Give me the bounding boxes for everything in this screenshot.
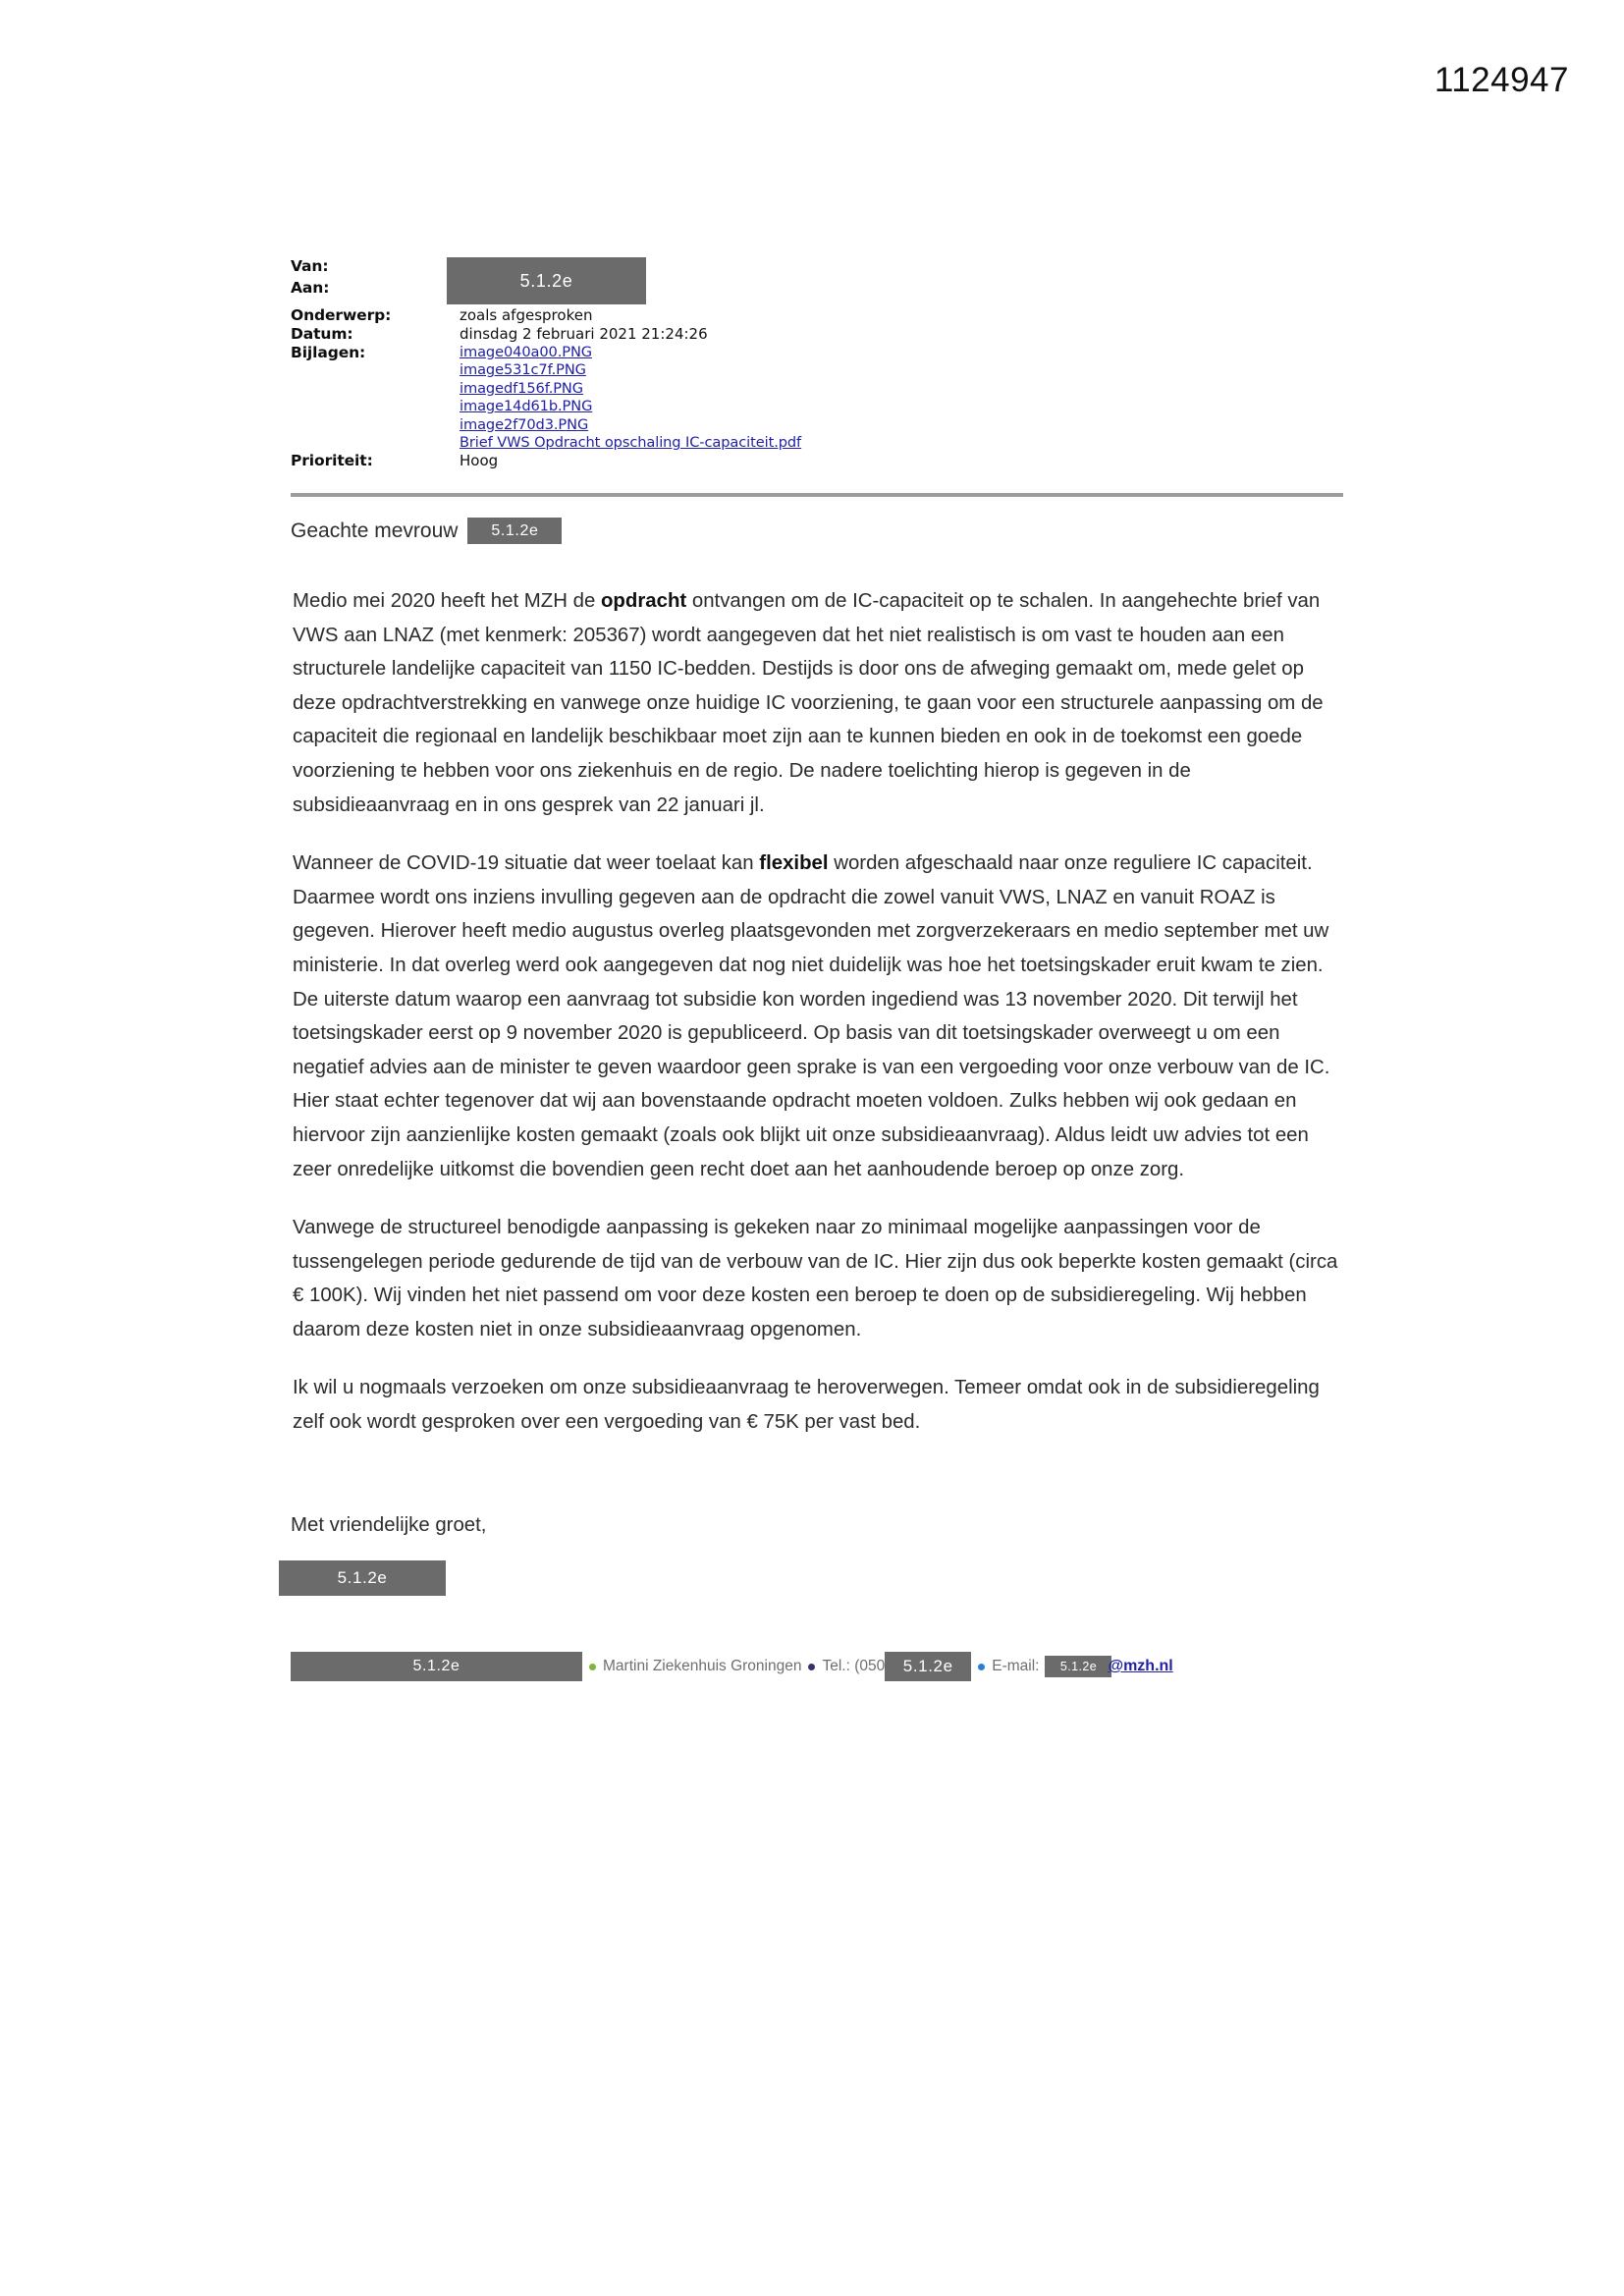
redaction-box-sender: 5.1.2e [447,257,646,304]
paragraph-2-text-a: Wanneer de COVID-19 situatie dat weer toelaat kan [293,852,760,875]
header-label-van: Van: [291,257,329,275]
bullet-separator-icon [978,1664,985,1670]
header-label-bijlagen: Bijlagen: [291,344,366,361]
paragraph-1-emphasis: opdracht [600,590,687,612]
paragraph-1-text-b: ontvangen om de IC-capaciteit op te schalen. In aangehechte brief van VWS aan LNAZ (met kenmerk: 205367) wordt aangegeven dat het niet realistisch is om vast te houden aan een structurele landelijke capaciteit van 1150 IC-bedden. Destijds is door ons de afweging gemaakt om, mede gelet op deze opdrachtverstrekking en vanwege onze huidige IC voorziening, te gaan voor een structurele aanpassing om de capaciteit die regionaal en landelijk beschikbaar moet zijn aan te kunnen bieden en ook in de toekomst een goede voorziening te hebben voor ons ziekenhuis en de regio. De nadere toelichting hierop is gegeven in de subsidieaanvraag en in ons gesprek van 22 januari jl. [293,590,1324,816]
redaction-box-email: 5.1.2e [1045,1656,1111,1677]
paragraph-2-text-b: worden afgeschaald naar onze reguliere IC capaciteit. Daarmee wordt ons inziens invulling gegeven aan de opdracht die zowel vanuit VWS, LNAZ en vanuit ROAZ is gegeven. Hierover heeft medio augustus overleg plaatsgevonden met zorgverzekeraars en medio september met uw ministerie. In dat overleg werd ook aangegeven dat nog niet duidelijk was hoe het toetsingskader eruit kwam te zien. De uiterste datum waarop een aanvraag tot subsidie kon worden ingediend was 13 november 2020. Dit terwijl het toetsingskader eerst op 9 november 2020 is gepubliceerd. Op basis van dit toetsingskader overweegt u om een negatief advies aan de minister te geven waardoor geen sprake is van een vergoeding voor onze verbouw van de IC. Hier staat echter tegenover dat wij aan bovenstaande opdracht moeten voldoen. Zulks hebben wij ook gedaan en hiervoor zijn aanzienlijke kosten gemaakt (zoals ook blijkt uit onze subsidieaanvraag). Aldus leidt uw advies tot een zeer onredelijke uitkomst die bovendien geen recht doet aan het aanhoudende beroep op onze zorg. [293,852,1330,1180]
redaction-box-greeting: 5.1.2e [467,518,562,544]
letter-greeting [291,518,562,544]
redaction-box-signature: 5.1.2e [279,1560,446,1596]
attachment-list [460,344,1341,452]
header-label-aan: Aan: [291,279,330,297]
footer-email-domain-link[interactable]: @mzh.nl [1108,1658,1173,1674]
header-value-datum: dinsdag 2 februari 2021 21:24:26 [460,325,708,343]
attachment-link[interactable]: image040a00.PNG [460,344,592,360]
header-label-datum: Datum: [291,325,353,343]
letter-body [293,584,1341,1440]
paragraph-1-text-a: Medio mei 2020 heeft het MZH de [293,590,601,612]
paragraph-3: Vanwege de structureel benodigde aanpassing is gekeken naar zo minimaal mogelijke aanpassingen voor de tussengelegen periode gedurende de tijd van de verbouw van de IC. Hier zijn dus ook beperkte kosten gemaakt (circa € 100K). Wij vinden het niet passend om voor deze kosten een beroep te doen op de subsidieregeling. Wij hebben daarom deze kosten niet in onze subsidieaanvraag opgenomen. [293,1217,1338,1340]
header-divider [291,493,1343,497]
attachment-link[interactable]: image531c7f.PNG [460,361,586,379]
footer-contact-line [291,1652,1173,1681]
redaction-box-phone: 5.1.2e [885,1652,971,1681]
paragraph-4: Ik wil u nogmaals verzoeken om onze subsidieaanvraag te heroverwegen. Temeer omdat ook in de subsidieregeling zelf ook wordt gesproken over een vergoeding van € 75K per vast bed. [293,1377,1320,1434]
redaction-box-footer-name: 5.1.2e [291,1652,582,1681]
header-row-onderwerp [291,306,1341,325]
paragraph-2-emphasis: flexibel [759,852,829,875]
footer-organisation: Martini Ziekenhuis Groningen [603,1658,802,1674]
paragraph-2 [293,847,1341,1186]
header-row-prioriteit [291,452,1341,470]
attachment-link[interactable]: Brief VWS Opdracht opschaling IC-capaciteit.pdf [460,434,802,452]
header-label-onderwerp: Onderwerp: [291,306,392,324]
greeting-text: Geachte mevrouw [291,519,459,542]
header-label-prioriteit: Prioriteit: [291,452,373,470]
bullet-separator-icon [589,1664,596,1670]
paragraph-1 [293,584,1341,822]
header-row-bijlagen [291,344,1341,452]
header-row-datum [291,325,1341,344]
header-value-prioriteit: Hoog [460,452,499,470]
header-value-onderwerp: zoals afgesproken [460,306,593,324]
document-number: 1124947 [1434,61,1569,99]
footer-email-label: E-mail: [992,1658,1040,1674]
attachment-link[interactable]: image14d61b.PNG [460,398,593,415]
attachment-link[interactable]: image2f70d3.PNG [460,415,589,433]
bullet-separator-icon [808,1664,815,1670]
attachment-link[interactable]: imagedf156f.PNG [460,379,583,397]
letter-closing: Met vriendelijke groet, [291,1514,487,1536]
footer-tel-label: Tel.: (050 [822,1658,886,1674]
